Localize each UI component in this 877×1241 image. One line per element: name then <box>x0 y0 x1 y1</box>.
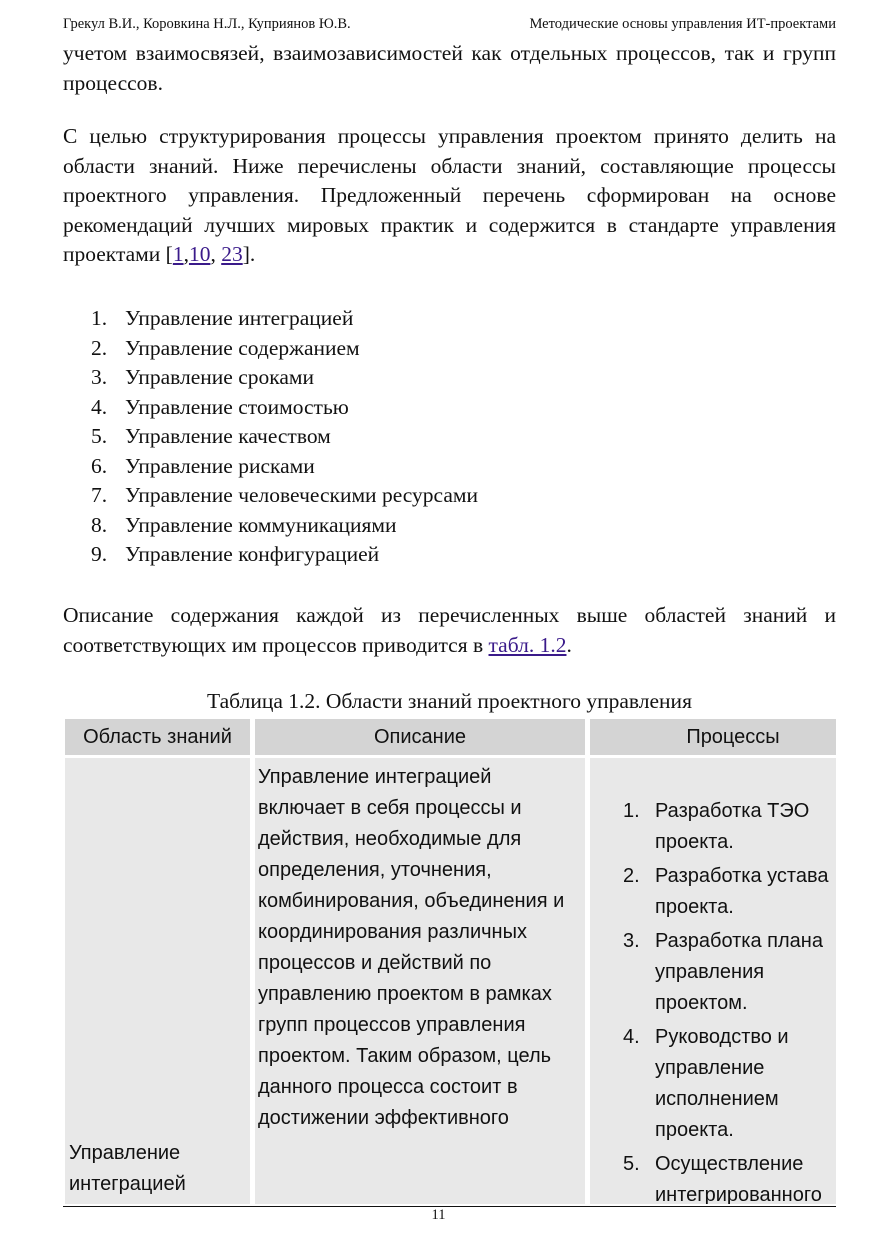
area-name: Управление интеграцией <box>69 1142 186 1195</box>
paragraph-continuation: учетом взаимосвязей, взаимозависимостей как отдельных процессов, так и групп процессов. <box>63 41 836 95</box>
column-header-area: Область знаний <box>65 719 250 755</box>
header-title: Методические основы управления ИТ-проектами <box>529 16 836 32</box>
area-description: Управление интеграцией включает в себя процессы и действия, необходимые для определения, уточнения, комбинирования, объединения и координирования различных процессов и действий по управлению проектом в рамках групп процессов управления проектом. Таким образом, цель данного процесса состоит в достижении эффективного <box>258 766 565 1129</box>
process-item <box>590 1022 836 1146</box>
knowledge-areas-list <box>63 304 478 570</box>
process-line: проекта. <box>655 1119 734 1141</box>
list-item-label: Управление содержанием <box>125 335 360 360</box>
paragraph-text: С целью структурирования процессы управления проектом принято делить на области знаний. Ниже перечислены области знаний, составляющие процессы проектного управления. Предложенный перечень сформирован на основе рекомендаций лучших мировых практик и содержится в стандарте управления проектами [ <box>63 124 836 266</box>
process-line: проекта. <box>655 896 734 918</box>
list-item <box>63 452 478 482</box>
process-number: 1. <box>623 800 640 822</box>
list-item-number: 5. <box>91 424 108 448</box>
list-item-label: Управление качеством <box>125 424 331 448</box>
list-item-label: Управление рисками <box>125 453 315 478</box>
list-item <box>63 393 478 423</box>
list-item-label: Управление человеческими ресурсами <box>125 483 478 507</box>
list-item <box>63 540 478 570</box>
table-cell-area <box>65 758 250 1204</box>
process-number: 3. <box>623 930 640 952</box>
paragraph-table-reference <box>63 601 836 660</box>
list-item <box>63 334 478 364</box>
process-number: 5. <box>623 1153 640 1175</box>
reference-link-23[interactable]: 23 <box>221 242 243 266</box>
list-item-label: Управление коммуникациями <box>125 512 397 537</box>
table-reference-link[interactable]: табл. 1.2 <box>488 632 567 657</box>
process-line: исполнением <box>655 1088 779 1110</box>
list-item-number: 6. <box>91 453 108 478</box>
list-item-number: 8. <box>91 512 108 537</box>
process-line: Разработка плана <box>655 930 823 952</box>
process-line: управления <box>655 961 765 983</box>
process-item <box>590 926 836 1019</box>
list-item-label: Управление интеграцией <box>125 306 354 330</box>
list-item <box>63 304 478 334</box>
process-number: 4. <box>623 1026 640 1048</box>
paragraph-text: Описание содержания каждой из перечисленных выше областей знаний и соответствующих им процессов приводится в <box>63 603 836 657</box>
table-cell-processes <box>590 758 836 1204</box>
page-number: 11 <box>431 1207 446 1223</box>
processes-list <box>590 796 836 1204</box>
paragraph-knowledge-areas-intro <box>63 122 836 270</box>
process-line: Осуществление <box>655 1153 804 1175</box>
list-item-number: 7. <box>91 483 108 507</box>
list-item <box>63 511 478 541</box>
list-item <box>63 481 478 511</box>
list-item-label: Управление сроками <box>125 365 315 389</box>
paragraph-end: . <box>566 632 572 657</box>
column-header-processes: Процессы <box>590 719 836 755</box>
list-item-label: Управление стоимостью <box>125 394 349 419</box>
process-line: управление <box>655 1057 765 1079</box>
header-authors: Грекул В.И., Коровкина Н.Л., Куприянов Ю.В. <box>63 16 351 32</box>
list-item-number: 2. <box>91 335 108 360</box>
process-item <box>590 796 836 858</box>
reference-link-1[interactable]: 1 <box>172 242 184 266</box>
running-header <box>63 16 836 34</box>
process-number: 2. <box>623 865 640 887</box>
process-item <box>590 861 836 923</box>
process-line: Разработка устава <box>655 865 829 887</box>
process-line: проекта. <box>655 831 734 853</box>
table-cell-description <box>255 758 585 1204</box>
process-line: интегрированного <box>655 1184 822 1204</box>
list-item-number: 9. <box>91 542 108 566</box>
process-line: проектом. <box>655 992 748 1014</box>
column-header-description: Описание <box>255 719 585 755</box>
reference-separator: , <box>210 242 222 266</box>
list-item-label: Управление конфигурацией <box>125 542 380 566</box>
table-caption: Таблица 1.2. Области знаний проектного управления <box>207 689 692 713</box>
list-item-number: 4. <box>91 394 108 419</box>
knowledge-areas-table <box>63 717 836 1207</box>
reference-separator: , <box>183 242 189 266</box>
process-item <box>590 1149 836 1204</box>
list-item <box>63 363 478 393</box>
process-line: Руководство и <box>655 1026 789 1048</box>
list-item-number: 1. <box>91 306 108 330</box>
reference-link-10[interactable]: 10 <box>188 242 211 266</box>
list-item-number: 3. <box>91 365 108 389</box>
process-line: Разработка ТЭО <box>655 800 810 822</box>
paragraph-end: ]. <box>242 242 256 266</box>
list-item <box>63 422 478 452</box>
